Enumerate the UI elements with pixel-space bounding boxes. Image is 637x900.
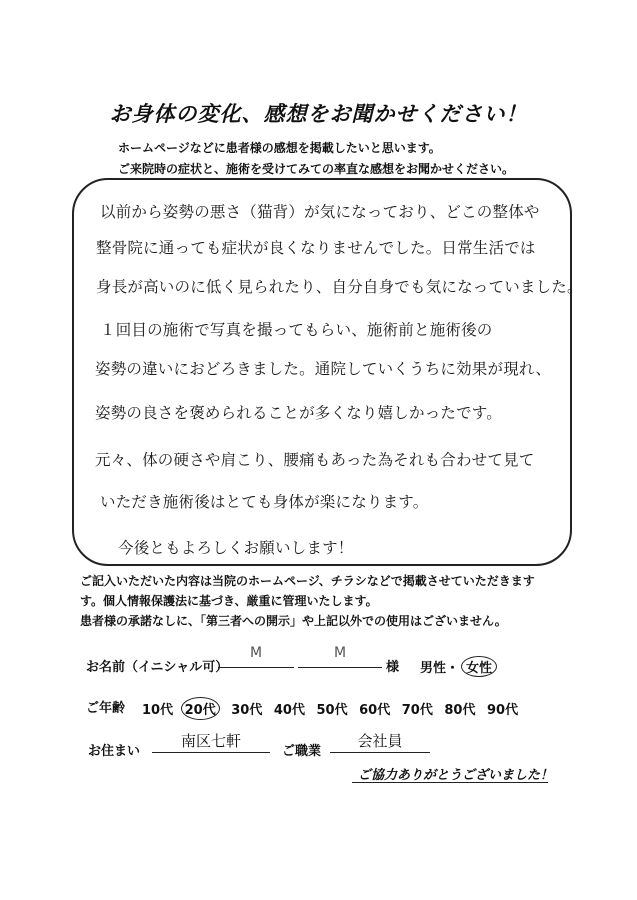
age-option-70[interactable]: 70代	[401, 703, 433, 718]
notice-line-1: ご記入いただいた内容は当院のホームページ、チラシなどで掲載させていただきます	[80, 574, 535, 588]
age-option-50[interactable]: 50代	[316, 703, 348, 718]
age-option-90[interactable]: 90代	[487, 703, 519, 718]
intro-line-1: ホームページなどに患者様の感想を掲載したいと思います。	[118, 141, 441, 155]
age-label: ご年齢	[86, 701, 126, 716]
name-initial-last-field[interactable]: M	[298, 645, 382, 668]
occupation-label: ご職業	[282, 744, 322, 759]
gender-separator: ・	[446, 661, 460, 676]
notice-line-2: す。個人情報保護法に基づき、厳重に管理いたします。	[80, 594, 378, 608]
page-title: お身体の変化、感想をお聞かせください！	[109, 102, 528, 126]
age-option-30[interactable]: 30代	[231, 703, 263, 718]
comment-line-8: いただき施術後はとても身体が楽になります。	[100, 493, 429, 511]
name-label: お名前（イニシャル可）	[86, 660, 229, 675]
occupation-field[interactable]: 会社員	[330, 730, 430, 753]
gender-female-option-selected[interactable]: 女性	[461, 656, 497, 677]
honorific-label: 様	[386, 660, 400, 675]
comment-line-6: 姿勢の良さを褒められることが多くなり嬉しかったです。	[95, 404, 502, 422]
name-initial-first-field[interactable]: M	[218, 645, 294, 668]
address-field[interactable]: 南区七軒	[152, 730, 270, 753]
comment-line-2: 整骨院に通っても症状が良くなりませんでした。日常生活では	[96, 239, 536, 257]
comment-line-3: 身長が高いのに低く見られたり、自分自身でも気になっていました。	[96, 278, 583, 296]
comment-line-1: 以前から姿勢の悪さ（猫背）が気になっており、どこの整体や	[100, 203, 540, 221]
age-option-60[interactable]: 60代	[359, 703, 391, 718]
thanks-underline	[352, 782, 548, 783]
age-options	[142, 697, 525, 720]
comment-line-9: 今後ともよろしくお願いします！	[118, 539, 354, 557]
notice-line-3: 患者様の承諾なしに、「第三者への開示」や上記以外での使用はございません。	[80, 614, 507, 628]
intro-line-2: ご来院時の症状と、施術を受けてみての率直な感想をお聞かせください。	[118, 162, 515, 176]
age-option-10[interactable]: 10代	[142, 703, 174, 718]
age-option-40[interactable]: 40代	[273, 703, 305, 718]
gender-male-option[interactable]: 男性	[420, 661, 447, 676]
address-label: お住まい	[88, 744, 141, 759]
age-option-80[interactable]: 80代	[444, 703, 476, 718]
comment-line-4: １回目の施術で写真を撮ってもらい、施術前と施術後の	[100, 321, 493, 339]
comment-line-5: 姿勢の違いにおどろきました。通院していくうちに効果が現れ、	[95, 360, 552, 378]
age-option-20-selected[interactable]: 20代	[181, 697, 220, 720]
comment-line-7: 元々、体の硬さや肩こり、腰痛もあった為それも合わせて見て	[95, 451, 535, 469]
gender-options	[420, 656, 497, 677]
thanks-message: ご協力ありがとうございました！	[358, 768, 554, 783]
